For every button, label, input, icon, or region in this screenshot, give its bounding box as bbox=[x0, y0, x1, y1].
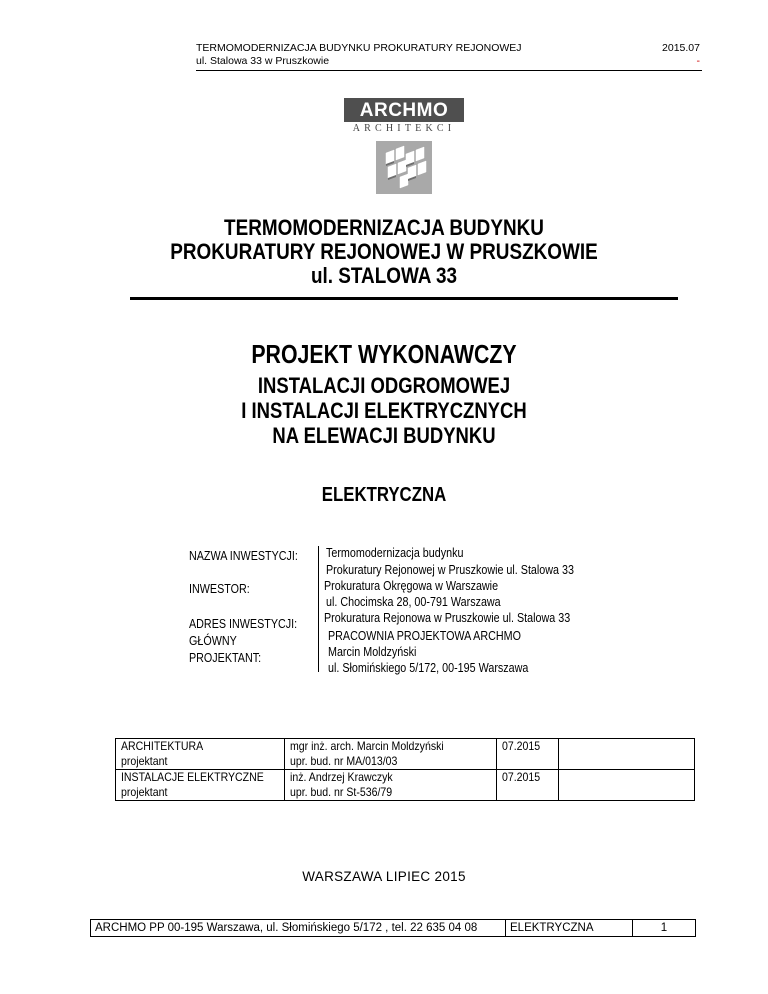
designer-value: PRACOWNIA PROJEKTOWA ARCHMO bbox=[328, 629, 521, 643]
table-row bbox=[116, 770, 695, 801]
signature-cell bbox=[559, 739, 695, 770]
role: projektant bbox=[121, 785, 168, 799]
project-phase: PROJEKT WYKONAWCZY bbox=[251, 339, 517, 369]
table-row bbox=[116, 739, 695, 770]
designers-table bbox=[115, 738, 695, 801]
investment-name-value: Termomodernizacja budynku bbox=[326, 546, 464, 560]
table-row bbox=[91, 920, 696, 937]
designer-label-2: PROJEKTANT: bbox=[189, 651, 262, 665]
investment-divider bbox=[318, 546, 319, 672]
designer-value: Marcin Moldzyński bbox=[328, 645, 417, 659]
footer-company: ARCHMO PP 00-195 Warszawa, ul. Słomińskiego 5/172 , tel. 22 635 04 08 bbox=[91, 920, 506, 937]
project-scope-line: I INSTALACJI ELEKTRYCZNYCH bbox=[241, 398, 527, 423]
header-rule bbox=[196, 70, 702, 71]
investor-value: ul. Chocimska 28, 00-791 Warszawa bbox=[326, 595, 501, 609]
investor-label: INWESTOR: bbox=[189, 582, 250, 596]
project-branch: ELEKTRYCZNA bbox=[321, 484, 447, 506]
project-title-line: ul. STALOWA 33 bbox=[310, 263, 458, 288]
discipline: ARCHITEKTURA bbox=[121, 739, 204, 753]
person-cell bbox=[285, 770, 497, 801]
person-cell bbox=[285, 739, 497, 770]
footer-table bbox=[90, 919, 696, 937]
investment-name-label: NAZWA INWESTYCJI: bbox=[189, 549, 298, 563]
project-scope bbox=[61, 373, 706, 448]
role: projektant bbox=[121, 754, 168, 768]
project-title bbox=[54, 216, 714, 288]
discipline-cell bbox=[116, 770, 285, 801]
date: 07.2015 bbox=[502, 739, 541, 753]
project-scope-line: NA ELEWACJI BUDYNKU bbox=[272, 423, 496, 448]
footer-branch: ELEKTRYCZNA bbox=[506, 920, 633, 937]
logo-mark-icon bbox=[376, 141, 432, 194]
date: 07.2015 bbox=[502, 770, 541, 784]
discipline: INSTALACJE ELEKTRYCZNE bbox=[121, 770, 264, 784]
signature-cell bbox=[559, 770, 695, 801]
place-date: WARSZAWA LIPIEC 2015 bbox=[302, 869, 466, 884]
person: mgr inż. arch. Marcin Moldzyński bbox=[290, 739, 444, 753]
header-mark: - bbox=[696, 55, 700, 67]
date-cell bbox=[497, 739, 559, 770]
header-date: 2015.07 bbox=[662, 42, 700, 54]
discipline-cell bbox=[116, 739, 285, 770]
company-logo: ARCHMO bbox=[344, 98, 464, 122]
license: upr. bud. nr MA/013/03 bbox=[290, 754, 398, 768]
header-title: TERMOMODERNIZACJA BUDYNKU PROKURATURY REJONOWEJ bbox=[196, 42, 522, 54]
header-address: ul. Stalowa 33 w Pruszkowie bbox=[196, 55, 330, 67]
investment-address-label: ADRES INWESTYCJI: bbox=[189, 617, 298, 631]
investor-value: Prokuratura Okręgowa w Warszawie bbox=[324, 579, 499, 593]
project-scope-line: INSTALACJI ODGROMOWEJ bbox=[257, 373, 511, 398]
investment-name-value: Prokuratury Rejonowej w Pruszkowie ul. Stalowa 33 bbox=[326, 563, 574, 577]
designer-label-1: GŁÓWNY bbox=[189, 634, 237, 648]
title-rule bbox=[130, 297, 678, 300]
license: upr. bud. nr St-536/79 bbox=[290, 785, 393, 799]
project-title-line: PROKURATURY REJONOWEJ W PRUSZKOWIE bbox=[170, 239, 598, 264]
person: inż. Andrzej Krawczyk bbox=[290, 770, 393, 784]
company-logo-subtitle: ARCHITEKCI bbox=[352, 123, 456, 134]
designer-value: ul. Słomińskiego 5/172, 00-195 Warszawa bbox=[328, 661, 529, 675]
footer-page-number: 1 bbox=[633, 920, 696, 937]
investment-address-value: Prokuratura Rejonowa w Pruszkowie ul. Stalowa 33 bbox=[324, 611, 571, 625]
project-title-line: TERMOMODERNIZACJA BUDYNKU bbox=[224, 215, 544, 240]
date-cell bbox=[497, 770, 559, 801]
